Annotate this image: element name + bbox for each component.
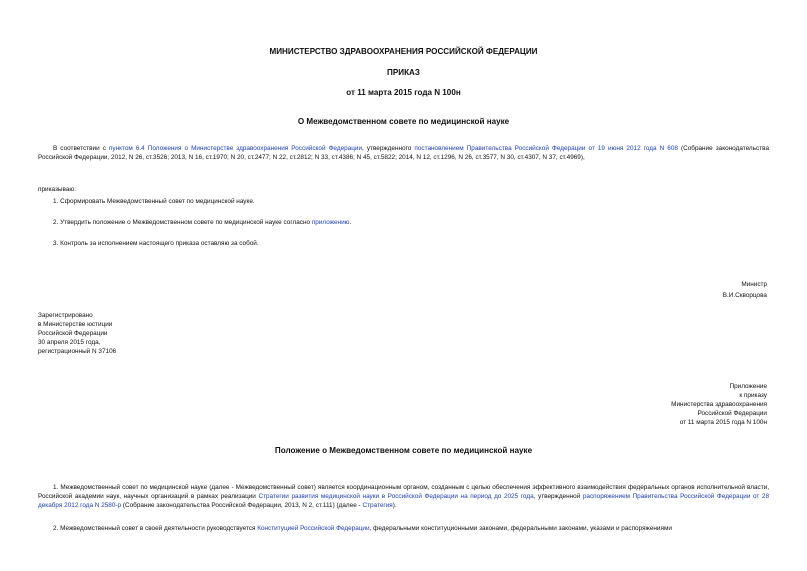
registration-block <box>38 311 116 356</box>
doc-type-heading: ПРИКАЗ <box>387 68 420 77</box>
registration-line: 30 апреля 2015 года, <box>38 339 101 347</box>
p2-text-1: 2. Межведомственный совет в своей деятельности руководствуется <box>53 525 258 532</box>
order-item-1: 1. Сформировать Межведомственный совет по медицинской науке. <box>53 198 255 205</box>
appendix-line: Министерства здравоохранения <box>671 401 767 409</box>
appendix-link[interactable]: приложению <box>311 219 350 226</box>
registration-line: Российской Федерации <box>38 330 108 338</box>
subject-heading: О Межведомственном совете по медицинской науке <box>297 117 510 126</box>
registration-line: в Министерстве юстиции <box>38 321 113 329</box>
date-number-heading: от 11 марта 2015 года N 100н <box>346 88 461 97</box>
registration-line: Зарегистрировано <box>38 312 93 319</box>
preamble-text-2: , утвержденного <box>362 145 415 152</box>
p1-text-2: , утвержденной <box>533 493 583 501</box>
order-item-2-end: . <box>349 219 352 226</box>
appendix-paragraph-2 <box>38 524 769 533</box>
strategy-short-link[interactable]: Стратегия <box>362 502 393 510</box>
p1-text-1: 1. Межведомственный совет по медицинской науке (далее - Межведомственный совет) является координационным органом, созданным с целью обеспечения эффективного взаимодействия федеральных органов исполнительной власти, Российской академии наук, научных организаций в рамках реализации <box>38 484 769 501</box>
appendix-line: от 11 марта 2015 года N 100н <box>679 419 767 427</box>
appendix-title: Положение о Межведомственном совете по медицинской науке <box>274 446 533 455</box>
appendix-line: Приложение <box>729 383 767 390</box>
appendix-paragraph-1 <box>38 483 769 510</box>
order-word: приказываю: <box>38 186 76 193</box>
government-order-link[interactable]: распоряжением Правительства Российской Федерации от 28 декабря 2012 года N 2580-р <box>38 493 770 510</box>
signature-name: В.И.Скворцова <box>722 292 767 299</box>
strategy-link[interactable]: Стратегии развития медицинской науки в Российской Федерации на период до 2025 года <box>258 493 534 501</box>
p1-text-3: (Собрание законодательства Российской Федерации, 2013, N 2, ст.111) (далее - <box>121 502 363 510</box>
order-item-2 <box>53 218 351 227</box>
order-item-2-text: 2. Утвердить положение о Межведомственном совете по медицинской науке согласно <box>53 219 312 226</box>
regulation-link[interactable]: пунктом 6.4 Положения о Министерстве здравоохранения Российской Федерации <box>108 145 363 152</box>
government-decree-link[interactable]: постановлением Правительства Российской Федерации от 19 июня 2012 года N 608 <box>414 145 678 152</box>
p1-text-4: ). <box>392 502 397 510</box>
ministry-heading: МИНИСТЕРСТВО ЗДРАВООХРАНЕНИЯ РОССИЙСКОЙ ФЕДЕРАЦИИ <box>269 47 538 56</box>
order-item-3: 3. Контроль за исполнением настоящего приказа оставляю за собой. <box>53 240 259 247</box>
preamble-paragraph <box>38 144 769 162</box>
registration-line: регистрационный N 37106 <box>38 348 117 356</box>
constitution-link[interactable]: Конституцией Российской Федерации <box>257 525 370 532</box>
preamble-text-1: В соответствии с <box>53 145 109 152</box>
appendix-line: к приказу <box>739 392 767 400</box>
preamble-text-3: (Собрание законодательства Российской Федерации, 2012, N 26, ст.3526; 2013, N 16, ст.1970; N 20, ст.2477; N 22, ст.2812; N 33, ст.4386; N 45, ст.5822; 2014, N 12, ст.1296, N 26, ст.3577, N 30, ст.4307, N 37, ст.4969), <box>38 145 769 162</box>
appendix-line: Российской Федерации <box>697 410 767 418</box>
signature-title: Министр <box>741 281 767 288</box>
p2-text-2: , федеральными конституционными законами, федеральными законами, указами и распоряжениями <box>369 525 672 532</box>
appendix-header <box>671 382 767 427</box>
